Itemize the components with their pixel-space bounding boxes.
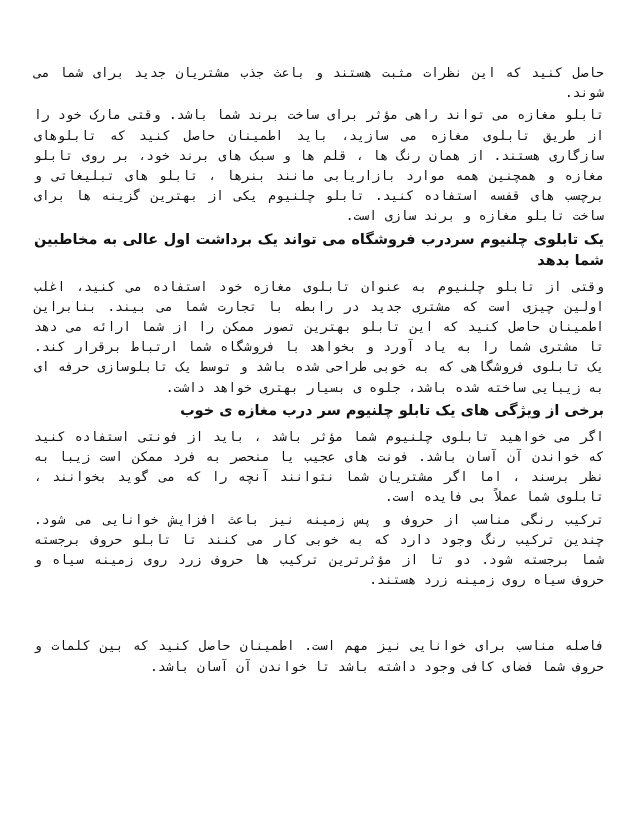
document-page	[34, 64, 604, 680]
paragraph-spacer	[34, 593, 604, 637]
paragraph-letter-spacing: فاصله مناسب برای خوانایی نیز مهم است. اطمینان حاصل کنید که بین کلمات و حروف شما فضای کافی وجود داشته باشد تا خواندن آن آسان باشد.	[34, 639, 604, 675]
paragraph-intro-continuation: حاصل کنید که این نظرات مثبت هستند و باعث جذب مشتریان جدید برای شما می شوند.	[34, 66, 604, 102]
paragraph-first-impression: وقتی از تابلو چلنیوم به عنوان تابلوی مغازه خود استفاده می کنید، اغلب اولین چیزی است که مشتری جدید در رابطه با تجارت شما می بیند. بنابراین اطمینان حاصل کنید که این تابلو بهترین تصور ممکن را از شما ارائه می دهد تا مشتری شما را به یاد آورد و بخواهد با فروشگاه شما ارتباط برقرار کند. یک تابلوی فروشگاهی که به خوبی طراحی شده باشد و توسط یک تابلوسازی حرفه ای به زیبایی ساخته شده باشد، جلوه ی بسیار بهتری خواهد داشت.	[34, 279, 604, 396]
heading-first-impression: یک تابلوی چلنیوم سردرب فروشگاه می تواند یک برداشت اول عالی به مخاطبین شما بدهد	[34, 231, 604, 269]
paragraph-font-readability: اگر می خواهید تابلوی چلنیوم شما مؤثر باشد ، باید از فونتی استفاده کنید که خواندن آن آسان باشد. فونت های عجیب یا منحصر به فرد ممکن است زیبا به نظر برسند ، اما اگر مشتریان شما نتوانند آنچه را که می گوید بخوانند ، تابلوی شما عملاً بی فایده است.	[34, 429, 604, 506]
paragraph-color-contrast: ترکیب رنگی مناسب از حروف و پس زمینه نیز باعث افزایش خوانایی می شود. چندین ترکیب رنگ وجود دارد که به خوبی کار می کنند تا تابلو حروف برجسته شما برجسته شود. دو تا از مؤثرترین ترکیب ها حروف زرد روی زمینه سیاه و حروف سیاه روی زمینه زرد هستند.	[34, 512, 604, 589]
paragraph-brand-building: تابلو مغازه می تواند راهی مؤثر برای ساخت برند شما باشد. وقتی مارک خود را از طریق تابلوی مغازه می سازید، باید اطمینان حاصل کنید که تابلوهای سازگاری هستند. از همان رنگ ها ، قلم ها و سبک های برند خود، بر روی تابلو مغازه و همچنین همه موارد بازاریابی مانند بنرها ، تابلو های تبلیغاتی و برچسب های قفسه استفاده کنید. تابلو چلنیوم یکی از بهترین گزینه ها برای ساخت تابلو مغازه و برند سازی است.	[34, 108, 604, 225]
heading-good-sign-features: برخی از ویژگی های یک تابلو چلنیوم سر درب مغازه ی خوب	[180, 402, 604, 419]
